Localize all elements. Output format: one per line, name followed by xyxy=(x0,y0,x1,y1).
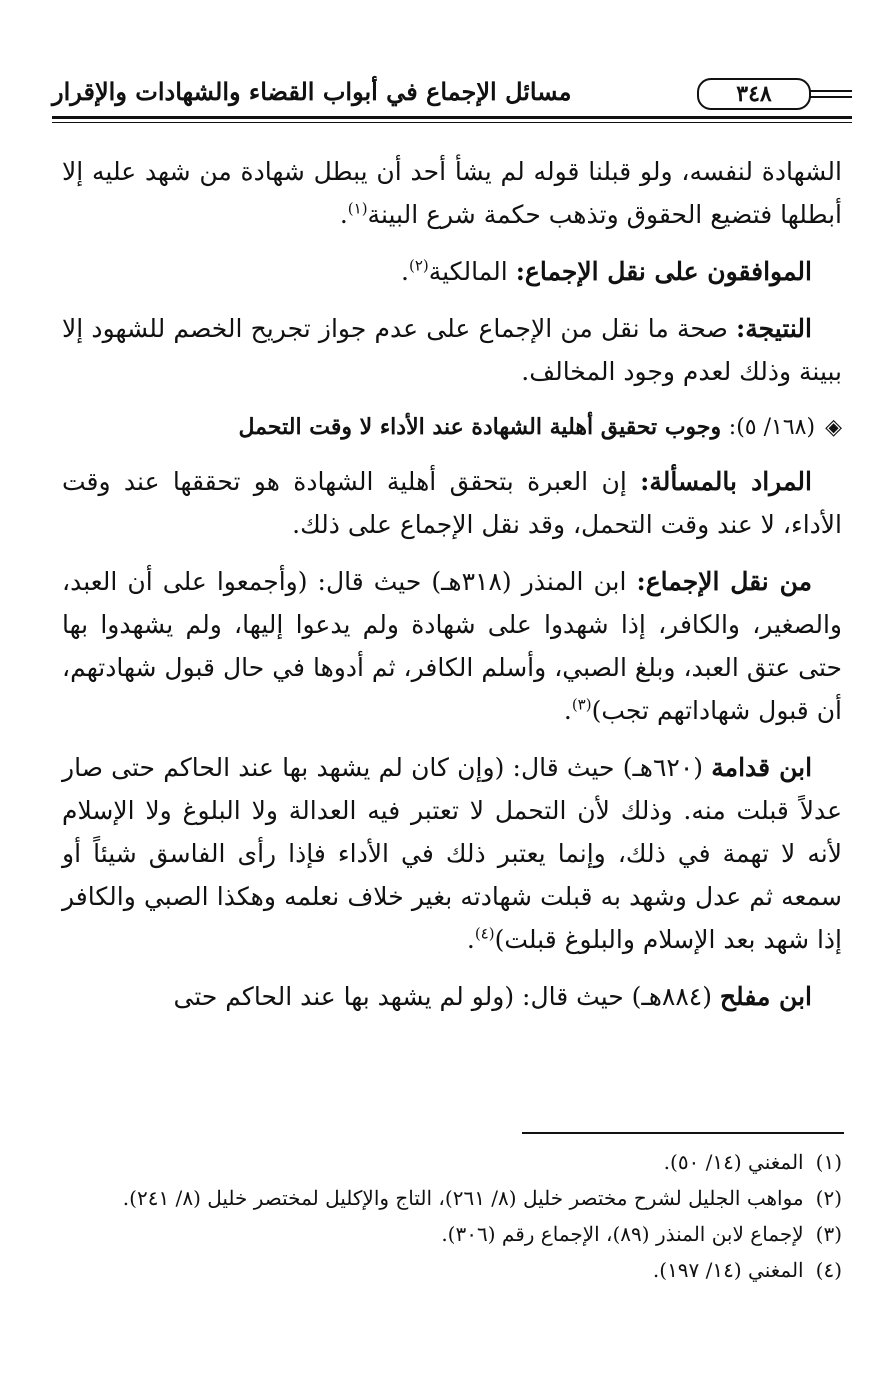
footnote xyxy=(62,1218,842,1250)
header-rule xyxy=(52,116,852,119)
footnote xyxy=(62,1182,842,1214)
paragraph: المراد بالمسألة: إن العبرة بتحقق أهلية الشهادة هو تحققها عند وقت الأداء، لا عند وقت التحمل، وقد نقل الإجماع على ذلك. xyxy=(62,467,842,539)
footnote-mark: (١) xyxy=(815,1150,842,1174)
paragraph-lead: الموافقون على نقل الإجماع: xyxy=(515,257,812,286)
footnote-ref[interactable]: (٢) xyxy=(408,256,429,275)
paragraph-lead: ابن قدامة xyxy=(711,753,813,782)
paragraph: الموافقون على نقل الإجماع: المالكية$^{(٢)}$. xyxy=(401,256,812,286)
footnote-text: مواهب الجليل لشرح مختصر خليل (٨/ ٢٦١)، التاج والإكليل لمختصر خليل (٨/ ٢٤١). xyxy=(122,1186,804,1210)
paragraph-lead: ابن مفلح xyxy=(719,982,812,1011)
issue-number: (١٦٨/ ٥): xyxy=(728,415,816,440)
footnote xyxy=(62,1254,842,1286)
footnote xyxy=(62,1146,842,1178)
footnotes xyxy=(62,1146,842,1290)
header-ornament-rule xyxy=(810,90,852,92)
issue-heading xyxy=(62,407,842,448)
footnote-ref[interactable]: (٤) xyxy=(474,924,495,943)
paragraph: النتيجة: صحة ما نقل من الإجماع على عدم جواز تجريح الخصم للشهود إلا ببينة وذلك لعدم وجود المخالف. xyxy=(62,314,842,386)
footnote-text: المغني (١٤/ ٥٠). xyxy=(663,1150,804,1174)
footnote-separator xyxy=(522,1132,844,1134)
paragraph: ابن مفلح (٨٨٤هـ) حيث قال: (ولو لم يشهد بها عند الحاكم حتى xyxy=(173,982,812,1011)
footnote-mark: (٤) xyxy=(815,1258,842,1282)
paragraph-lead: المراد بالمسألة: xyxy=(640,467,812,496)
running-header xyxy=(52,72,852,132)
footnote-ref[interactable]: (٣) xyxy=(571,695,592,714)
header-title: مسائل الإجماع في أبواب القضاء والشهادات والإقرار xyxy=(52,77,572,106)
footnote-ref[interactable]: (١) xyxy=(347,199,368,218)
footnote-text: المغني (١٤/ ١٩٧). xyxy=(652,1258,804,1282)
footnote-mark: (٣) xyxy=(815,1222,842,1246)
footnote-text: لإجماع لابن المنذر (٨٩)، الإجماع رقم (٣٠٦). xyxy=(441,1222,804,1246)
footnote-mark: (٢) xyxy=(815,1186,842,1210)
paragraph: من نقل الإجماع: ابن المنذر (٣١٨هـ) حيث قال: (وأجمعوا على أن العبد، والصغير، والكافر، إذا شهدوا على شهادة ولم يدعوا إليها، ولم يشهدوا بها حتى عتق العبد، وبلغ الصبي، وأسلم الكافر، ثم أدوها في حال قبول شهادتهم، أن قبول شهاداتهم تجب)$^{(٣)}$. xyxy=(62,567,842,725)
page-number: ٣٤٨ xyxy=(697,78,811,110)
paragraph: ابن قدامة (٦٢٠هـ) حيث قال: (وإن كان لم يشهد بها عند الحاكم حتى صار عدلاً قبلت منه. وذلك لأن التحمل لا تعتبر فيه العدالة ولا البلوغ ولا الإسلام لأنه لا تهمة في ذلك، وإنما يعتبر ذلك في الأداء فإذا رأى الفاسق شيئاً أو سمعه ثم عدل وشهد به قبلت شهادته بغير خلاف نعلمه وهكذا الصبي والكافر إذا شهد بعد الإسلام والبلوغ قبلت)$^{(٤)}$. xyxy=(62,753,843,954)
main-text xyxy=(62,150,842,1032)
paragraph: الشهادة لنفسه، ولو قبلنا قوله لم يشأ أحد أن يبطل شهادة من شهد عليه إلا أبطلها فتضيع الحقوق وتذهب حكمة شرع البينة$^{(١)}$. xyxy=(62,157,842,229)
paragraph-lead: من نقل الإجماع: xyxy=(636,567,812,596)
diamond-icon: ◈ xyxy=(825,414,842,440)
header-rule xyxy=(52,122,852,123)
header-ornament-rule xyxy=(810,96,852,98)
paragraph-lead: النتيجة: xyxy=(736,314,812,343)
issue-title: وجوب تحقيق أهلية الشهادة عند الأداء لا وقت التحمل xyxy=(238,414,722,440)
